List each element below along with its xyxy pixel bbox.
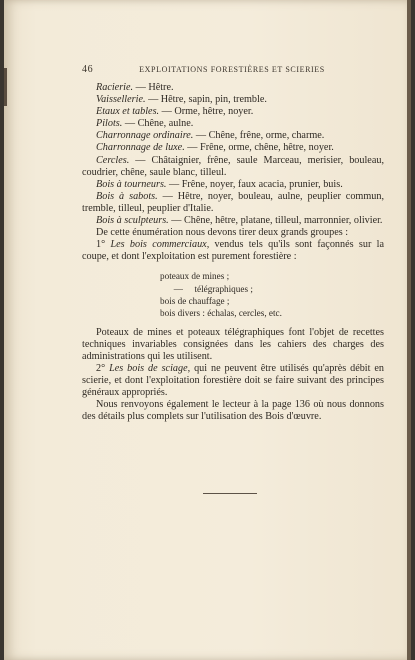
running-title: EXPLOITATIONS FORESTIÈRES ET SCIERIES: [139, 65, 325, 74]
wood-use-entry: Charronnage de luxe. — Frêne, orme, chêne, hêtre, noyer.: [96, 142, 334, 154]
book-page: [4, 0, 411, 660]
wood-use-entry: Charronnage ordinaire. — Chêne, frêne, orme, charme.: [96, 130, 325, 142]
wood-use-entry: Pilots. — Chêne, aulne.: [96, 118, 194, 130]
wood-use-entry: Bois à sabots. — Hêtre, noyer, bouleau, aulne, peuplier commun, tremble, tilleul, peuplier d'Italie.: [82, 190, 385, 214]
wood-use-entry: Bois à tourneurs. — Frêne, noyer, faux acacia, prunier, buis.: [96, 178, 343, 190]
list-item: bois divers : échalas, cercles, etc.: [160, 308, 282, 319]
binding-shadow: [4, 68, 7, 106]
running-header: [82, 64, 382, 80]
section-divider: [203, 493, 257, 494]
reference-paragraph: Nous renvoyons également le lecteur à la page 136 où nous donnons des détails plus complets sur l'utilisation des Bois d'œuvre.: [82, 399, 384, 423]
wood-use-entry: Bois à sculpteurs. — Chêne, hêtre, platane, tilleul, marronnier, olivier.: [96, 215, 383, 227]
page-body: [82, 82, 384, 423]
page-number: 46: [82, 64, 94, 75]
product-list: [160, 270, 384, 319]
wood-use-entry: Racierie. — Hêtre.: [96, 82, 174, 93]
wood-use-entry: Cercles. — Châtaignier, frêne, saule Marceau, merisier, bouleau, coudrier, chêne, saule blanc, tilleul.: [82, 154, 384, 178]
wood-use-entry: Etaux et tables. — Orme, hêtre, noyer.: [96, 106, 254, 118]
intro-paragraph: De cette énumération nous devons tirer deux grands groupes :: [96, 227, 349, 239]
page-edge: [407, 0, 411, 660]
wood-use-entry: Vaissellerie. — Hêtre, sapin, pin, tremble.: [96, 94, 267, 106]
group-two-paragraph: 2° Les bois de sciage, qui ne peuvent être utilisés qu'après débit en scierie, et dont l'exploitation forestière doit se faire suivant des principes généraux appropriés.: [82, 362, 385, 399]
group-one-paragraph: 1° Les bois commerciaux, vendus tels qu'ils sont façonnés sur la coupe, et dont l'exploitation est purement forestière :: [82, 239, 384, 263]
list-item: — télégraphiques ;: [160, 283, 253, 294]
list-item: bois de chauffage ;: [160, 296, 230, 306]
list-item: poteaux de mines ;: [160, 271, 230, 282]
poteaux-paragraph: Poteaux de mines et poteaux télégraphiques font l'objet de recettes techniques invariables consignées dans les cahiers des charges des administrations qui les utilisent.: [82, 326, 384, 362]
